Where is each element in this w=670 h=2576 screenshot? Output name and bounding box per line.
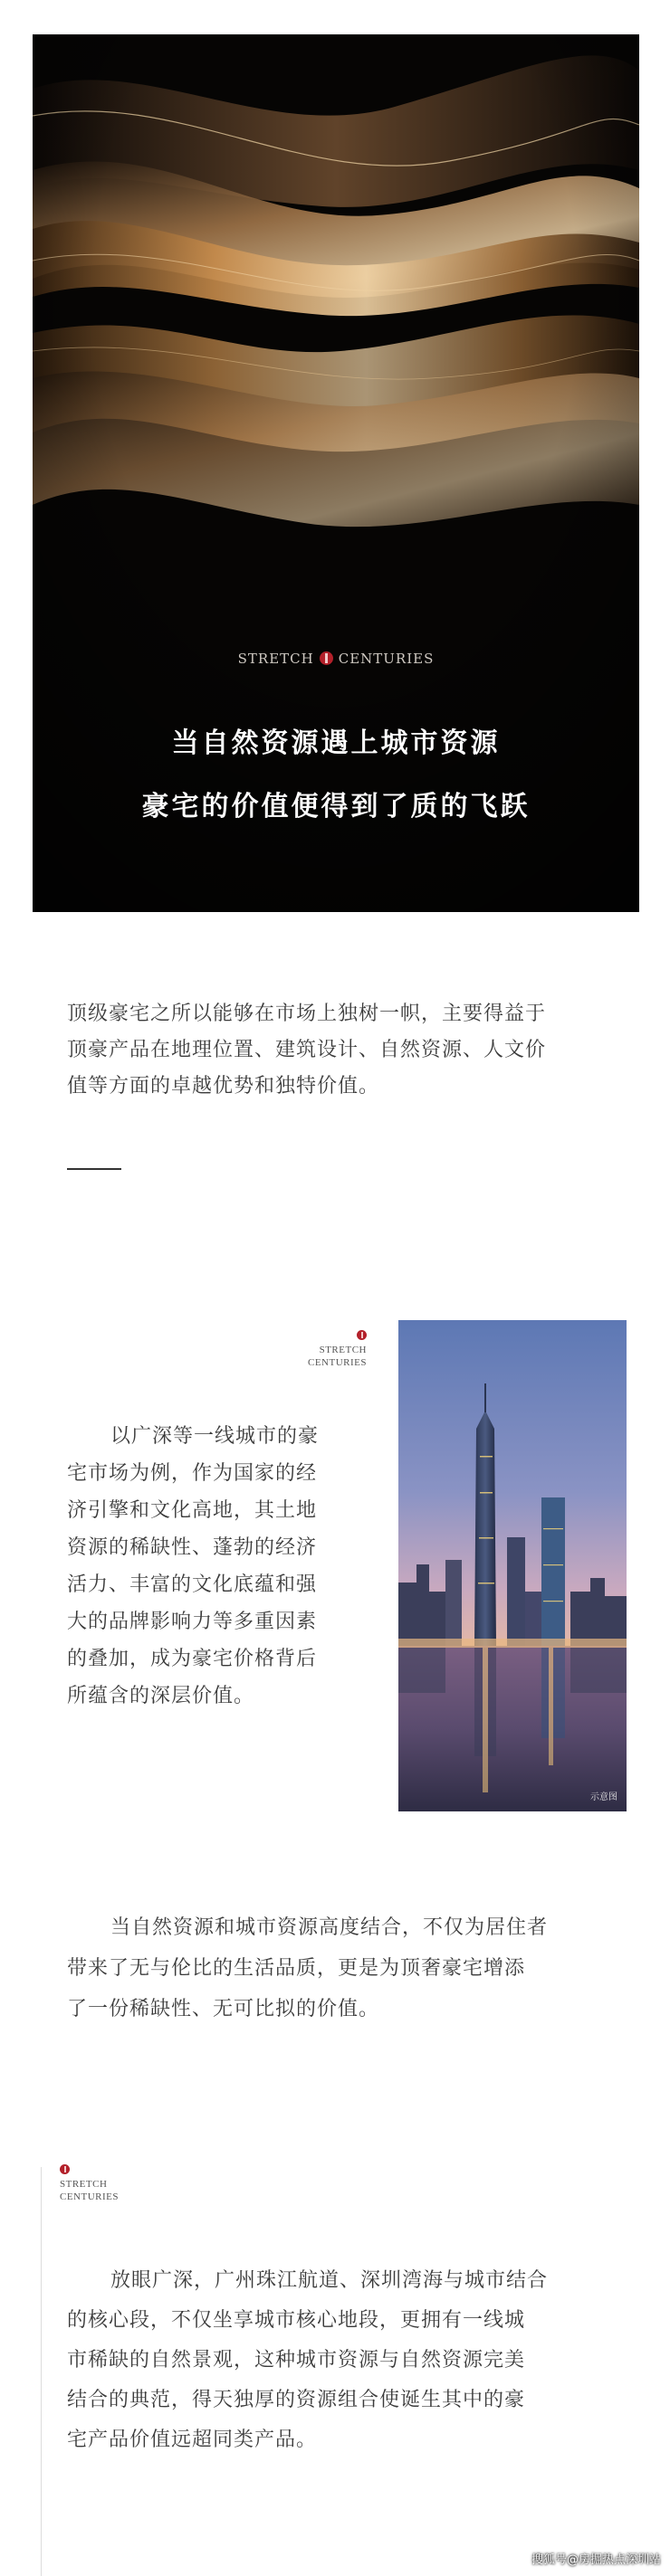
city-line: 济引擎和文化高地，其土地: [67, 1499, 318, 1522]
brand-name-right: CENTURIES: [338, 651, 435, 667]
final-line: 结合的典范，得天独厚的资源组合使诞生其中的豪: [67, 2389, 526, 2411]
city-skyline-photo: [398, 1320, 627, 1811]
decorative-vertical-line: [41, 2167, 42, 2576]
photo-caption: 示意图: [590, 1792, 617, 1802]
logo-line: CENTURIES: [308, 1357, 367, 1368]
final-line: 宅产品价值远超同类产品。: [67, 2429, 318, 2451]
city-line: 资源的稀缺性、蓬勃的经济: [67, 1536, 318, 1559]
logo-line: STRETCH: [60, 2179, 108, 2190]
intro-line: 顶豪产品在地理位置、建筑设计、自然资源、人文价: [67, 1039, 547, 1061]
hero-banner: [33, 34, 639, 912]
city-line: 活力、丰富的文化底蕴和强: [67, 1573, 318, 1596]
small-brand-logo: [60, 2164, 119, 2203]
final-line: 的核心段，不仅坐享城市核心地段，更拥有一线城: [67, 2309, 526, 2332]
final-line: 放眼广深，广州珠江航道、深圳湾海与城市结合: [110, 2269, 549, 2292]
combine-paragraph: [67, 1907, 628, 2029]
brand-logo: [33, 651, 639, 667]
hero-title-line1: 当自然资源遇上城市资源: [171, 727, 501, 759]
brand-mark-icon: [357, 1330, 367, 1340]
hero-title-line2: 豪宅的价值便得到了质的飞跃: [141, 791, 531, 822]
final-paragraph: [67, 2261, 628, 2460]
final-line: 市稀缺的自然景观，这种城市资源与自然资源完美: [67, 2349, 526, 2372]
combine-line: 当自然资源和城市资源高度结合，不仅为居住者: [110, 1916, 549, 1939]
city-line: 以广深等一线城市的豪: [110, 1425, 320, 1448]
gold-silk-artwork: [33, 34, 639, 912]
combine-line: 带来了无与伦比的生活品质，更是为顶奢豪宅增添: [67, 1957, 526, 1980]
intro-paragraph: [67, 996, 628, 1105]
brand-mark-icon: [320, 651, 333, 665]
small-brand-logo: [298, 1330, 367, 1369]
logo-line: CENTURIES: [60, 2191, 119, 2202]
brand-name-left: STRETCH: [237, 651, 314, 667]
city-line: 宅市场为例，作为国家的经: [67, 1462, 318, 1485]
section-divider: [67, 1168, 121, 1170]
city-line: 的叠加，成为豪宅价格背后: [67, 1648, 318, 1670]
city-paragraph: [67, 1418, 384, 1715]
intro-line: 顶级豪宅之所以能够在市场上独树一帜，主要得益于: [67, 1003, 547, 1025]
city-line: 所蕴含的深层价值。: [67, 1685, 255, 1707]
combine-line: 了一份稀缺性、无可比拟的价值。: [67, 1998, 380, 2020]
intro-line: 值等方面的卓越优势和独特价值。: [67, 1075, 380, 1098]
logo-line: STRETCH: [319, 1345, 367, 1355]
brand-mark-icon: [60, 2164, 70, 2174]
source-watermark: 搜狐号@房掘热点深圳站: [531, 2553, 661, 2567]
city-line: 大的品牌影响力等多重因素: [67, 1611, 318, 1633]
